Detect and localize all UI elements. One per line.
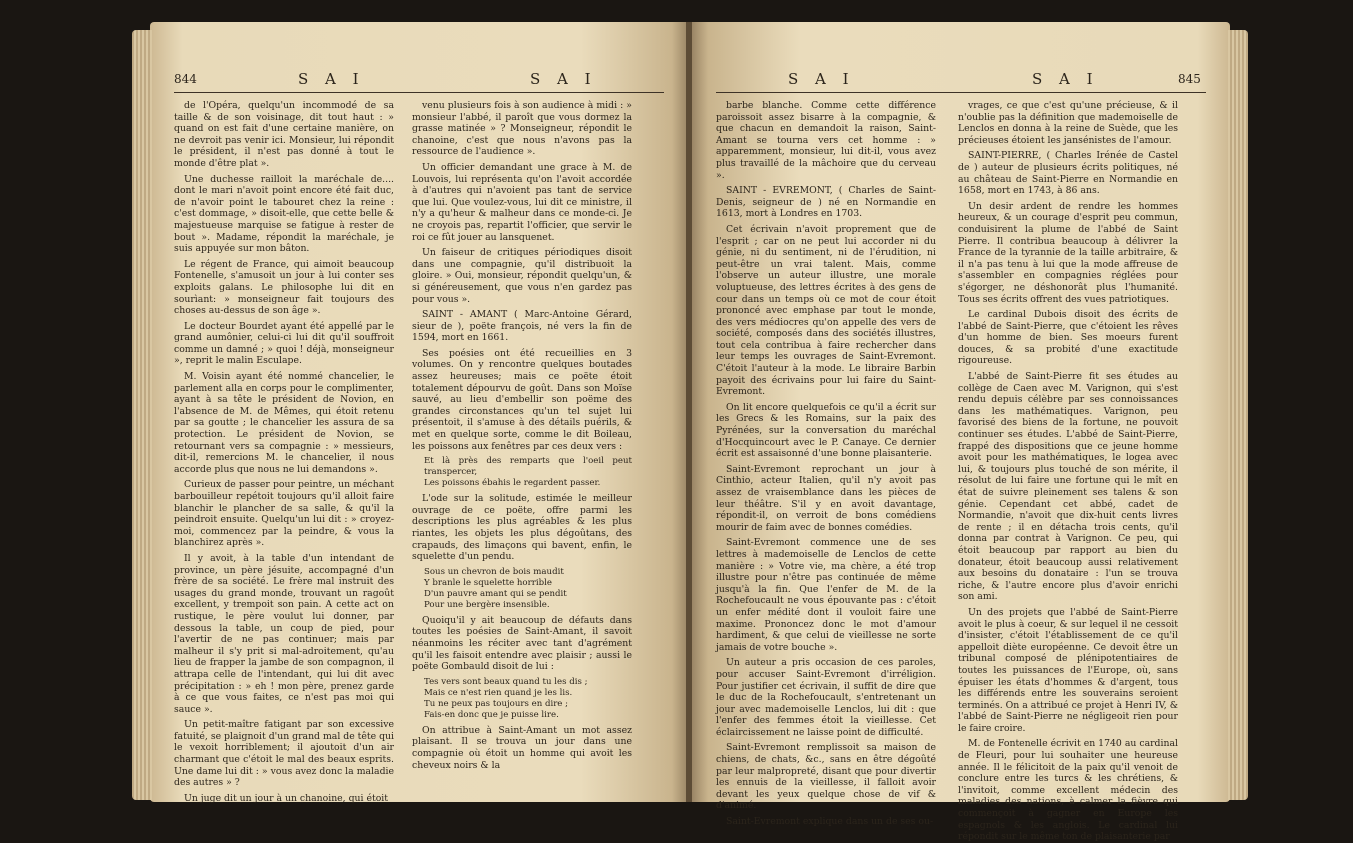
paragraph: Un juge dit un jour à un chanoine, qui étoit	[184, 792, 389, 804]
paragraph: Saint-Evremont reprochant un jour à Cinthio, acteur Italien, qu'il n'y avoit pas assez de vraisemblance dans les pièces de leur théâtre. S'il y en avoit davantage, répondit-il, on verroit de bons comédiens mourir de faim avec de bonnes comédies.	[716, 463, 936, 533]
verse-line: Pour une bergère insensible.	[424, 599, 550, 610]
paragraph: Saint-Evremont commence une de ses lettres à mademoiselle de Lenclos de cette manière : » Votre vie, ma chère, a été trop illustre pour n'être pas continuée de même jusqu'à la fin. Que l'enfer de M. de la Rochefoucault ne vous épouvante pas : c'étoit un enfer médité dont il vouloit faire une maxime. Prononcez donc le mot d'amour hardiment, & que celui de vieillesse ne sorte jamais de votre bouche ».	[716, 537, 936, 653]
paragraph: Curieux de passer pour peintre, un méchant barbouilleur repétoit toujours qu'il alloit faire blanchir le plancher de sa salle, & qu'il la peindroit ensuite. Quelqu'un lui dit : » croyez-moi, commencez par la peindre, & vous la blanchirez après ».	[174, 479, 394, 549]
right-page-edges	[1228, 30, 1248, 800]
running-head-left-a: S A I	[298, 70, 365, 88]
paragraph: Quoiqu'il y ait beaucoup de défauts dans toutes les poésies de Saint-Amant, il savoit néanmoins les réciter avec tant d'agrément qu'il les faisoit entendre avec plaisir ; aussi le poëte Gombauld disoit de lui :	[412, 614, 632, 673]
verse-line: D'un pauvre amant qui se pendit	[424, 588, 567, 599]
entry-heading-saint-amant: SAINT - AMANT ( Marc-Antoine Gérard, sieur de ), poëte françois, né vers la fin de 1594, mort en 1661.	[412, 309, 632, 344]
right-page-column-2	[958, 100, 1178, 843]
running-head-right-a: S A I	[788, 70, 855, 88]
paragraph: On lit encore quelquefois ce qu'il a écrit sur les Grecs & les Romains, sur la paix des Pyrénées, sur la conversation du maréchal d'Hocquincourt avec le P. Canaye. Ce dernier écrit est assaisonné d'une bonne plaisanterie.	[716, 401, 936, 460]
verse-quote	[424, 677, 632, 721]
verse-line: Les poissons ébahis le regardent passer.	[424, 478, 601, 489]
paragraph: Le régent de France, qui aimoit beaucoup Fontenelle, s'amusoit un jour à lui conter ses exploits galans. Le philosophe lui dit en sourìant: » monseigneur fait toujours des choses au-dessus de son âge ».	[174, 258, 394, 317]
verse-line: Mais ce n'est rien quand je les lis.	[424, 687, 573, 698]
open-book	[150, 22, 1230, 843]
header-rule-right	[716, 92, 1206, 93]
paragraph: Un des projets que l'abbé de Saint-Pierre avoit le plus à coeur, & sur lequel il ne cessoit d'insister, c'étoit l'établissement de ce qu'il appelloit diète européenne. Ce devoit être un tribunal composé de plénipotentiaires de toutes les puissances de l'Europe, où, sans épuiser les états d'hommes & d'argent, tous les différends entre les souverains seroient terminés. On a attribué ce projet à Henri IV, & l'abbé de Saint-Pierre ne négligeoit rien pour le faire croire.	[958, 606, 1178, 734]
paragraph: M. Voisin ayant été nommé chancelier, le parlement alla en corps pour le complimenter, ayant à sa tête le président de Novion, en l'absence de M. de Mêmes, qui étoit retenu par sa goutte ; le chancelier les assura de sa protection. Le président de Novion, se retournant vers sa compagnie : » messieurs, dit-il, remercions M. le chancelier, il nous accorde plus que nous ne lui demandons ».	[174, 371, 394, 475]
paragraph: Il y avoit, à la table d'un intendant de province, un père jésuite, accompagné d'un frère de sa société. Le frère mal instruit des usages du grand monde, trouvant un ragoût excellent, y trempoit son pain. A cette act on rustique, le père voulut lui donner, par dessous la table, un coup de pied, pour l'avertir de ne pas continuer; mais par malheur il s'y prit si mal-adroitement, qu'au lieu de frapper la jambe de son compagnon, il attrapa celle de l'intendant, qui lui dit avec précipitation : » eh ! mon père, prenez garde à ce que vous faites, ce n'est pas moi qui sauce ».	[174, 552, 394, 715]
left-page-edges	[132, 30, 152, 800]
paragraph: Le cardinal Dubois disoit des écrits de l'abbé de Saint-Pierre, que c'étoient les rêves d'un homme de bien. Ses moeurs furent douces, & sa probité d'une exactitude rigoureuse.	[958, 309, 1178, 367]
right-page	[692, 22, 1230, 843]
paragraph: L'ode sur la solitude, estimée le meilleur ouvrage de ce poëte, offre parmi les descriptions les plus agréables & les plus riantes, les objets les plus dégoûtans, des crapauds, des limaçons qui bavent, enfin, le squelette d'un pendu.	[412, 493, 632, 563]
entry-heading-saint-evremont: SAINT - EVREMONT, ( Charles de Saint-Denis, seigneur de ) né en Normandie en 1613, mort à Londres en 1703.	[716, 185, 936, 220]
paragraph: Une duchesse railloit la maréchale de.... dont le mari n'avoit point encore été fait duc, de n'avoir point le tabouret chez la reine : c'est dommage, » disoit-elle, que cette belle & majestueuse marquise se fatigue à rester de bout ». Madame, répondit la maréchale, je suis appuyée sur mon bâton.	[174, 173, 394, 255]
verse-line: Tu ne peux pas toujours en dire ;	[424, 698, 569, 709]
paragraph: venu plusieurs fois à son audience à midi : » monsieur l'abbé, il paroît que vous dormez la grasse matinée » ? Monseigneur, répondit le chanoine, c'est que nous n'avons pas la ressource de l'audience ».	[412, 100, 632, 158]
running-head-right-b: S A I	[1032, 70, 1099, 88]
left-page	[150, 22, 688, 802]
paragraph: Saint-Evremont remplissoit sa maison de chiens, de chats, &c., sans en être dégoûté par leur malpropreté, disant que pour divertir les ennuis de la vieillesse, il falloit avoir devant les yeux quelque chose de vif & d'animé.	[716, 742, 936, 812]
running-head-left-b: S A I	[530, 70, 597, 88]
verse-line: Fais-en donc que je puisse lire.	[424, 709, 559, 720]
verse-quote	[424, 456, 632, 489]
verse-quote	[424, 567, 632, 611]
paragraph: Le docteur Bourdet ayant été appellé par le grand aumônier, celui-ci lui dit qu'il souffroit comme un damné ; » quoi ! déjà, monseigneur », reprit le malin Esculape.	[174, 320, 394, 367]
paragraph: M. de Fontenelle écrivit en 1740 au cardinal de Fleuri, pour lui souhaiter une heureuse année. Il le félicitoit de la paix qu'il venoit de conclure entre les turcs & les chrétiens, & l'invitoit, comme excellent médecin des maladies des nations, à calmer la fièvre qui commençoit à gagner en Europe les espagnols & les anglois. Le cardinal lui répondit sur le même ton de plaisanterie par	[958, 738, 1178, 843]
paragraph: Un auteur a pris occasion de ces paroles, pour accuser Saint-Evremont d'irréligion. Pour justifier cet écrivain, il suffit de dire que le duc de la Rochefoucault, s'entretenant un jour avec mademoiselle Lenclos, lui dit : que l'enfer des femmes étoit la vieillesse. Cet éclaircissement ne laisse point de difficulté.	[716, 657, 936, 738]
left-page-column-1	[174, 100, 395, 804]
left-page-column-2	[412, 100, 632, 790]
paragraph: On attribue à Saint-Amant un mot assez plaisant. Il se trouva un jour dans une compagnie où étoit un homme qui avoit les cheveux noirs & la	[412, 724, 632, 771]
page-number-right: 845	[1178, 72, 1201, 86]
right-page-column-1	[716, 100, 936, 828]
header-rule-left	[174, 92, 664, 93]
paragraph: Un petit-maître fatigant par son excessive fatuité, se plaignoit d'un grand mal de tête qui le vexoit horriblement; il ajoutoit d'un air charmant que c'étoit le mal des beaux esprits. Une dame lui dit : » vous avez donc la maladie des autres » ?	[174, 719, 395, 789]
paragraph: Ses poésies ont été recueillies en 3 volumes. On y rencontre quelques boutades assez heureuses; mais ce poëte étoit totalement dépourvu de goût. Dans son Moïse sauvé, au lieu d'embellir son poëme des grandes circonstances qu'un tel sujet lui présentoit, il s'amuse à des détails puérils, & met en quelque sorte, comme le dit Boileau, les poissons aux fenêtres par ces deux vers :	[412, 347, 632, 452]
verse-line: Et là près des remparts que l'oeil peut transpercer,	[424, 456, 632, 478]
paragraph: L'abbé de Saint-Pierre fit ses études au collège de Caen avec M. Varignon, qui s'est rendu depuis célèbre par ses connoissances dans les mathématiques. Varignon, peu favorisé des biens de la fortune, ne pouvoit continuer ses études. L'abbé de Saint-Pierre, frappé des dispositions que ce jeune homme avoit pour les mathématiques, le logea avec lui, & toujours plus touché de son mérite, il résolut de lui faire une fortune qui le mît en état de suivre pleinement ses talens & son génie. Cependant cet abbé, cadet de Normandie, n'avoit que dix-huit cents livres de rente ; il en détacha trois cents, qu'il donna par contrat à Varignon. Ce peu, qui étoit beaucoup par rapport au bien du donateur, étoit beaucoup aussi relativement aux besoins du donataire : l'un se trouva riche, & l'autre encore plus d'avoir enrichi son ami.	[958, 371, 1178, 603]
paragraph: Cet écrivain n'avoit proprement que de l'esprit ; car on ne peut lui accorder ni du génie, ni du sentiment, ni de l'érudition, ni peut-être un vrai talent. Mais, comme l'observe un auteur illustre, une morale voluptueuse, des lettres écrites à des gens de cour dans un temps où ce mot de cour étoit prononcé avec emphase par tout le monde, des vers médiocres qu'on appelle des vers de société, composés dans des sociétés illustres, tout cela contribua à faire rechercher dans leur temps les ouvrages de Saint-Evremont. C'étoit l'auteur à la mode. Le libraire Barbin payoit des écrivains pour lui faire du Saint-Evremont.	[716, 223, 936, 398]
entry-heading-saint-pierre: SAINT-PIERRE, ( Charles Irénée de Castel de ) auteur de plusieurs écrits politiques, né au château de Saint-Pierre en Normandie en 1658, mort en 1743, à 86 ans.	[958, 150, 1178, 197]
paragraph: de l'Opéra, quelqu'un incommodé de sa taille & de son voisinage, dit tout haut : » quand on est fait d'une certaine manière, on ne devroit pas venir ici. Monsieur, lui répondit le président, il n'est pas donné à tout le monde d'être plat ».	[174, 100, 394, 169]
paragraph: Saint-Evremont explique dans un de ses ou-	[726, 816, 934, 828]
paragraph: Un faiseur de critiques périodiques disoit dans une compagnie, qu'il distribuoit la gloire. » Oui, monsieur, répondit quelqu'un, & si généreusement, que vous n'en gardez pas pour vous ».	[412, 247, 632, 305]
paragraph: Un desir ardent de rendre les hommes heureux, & un courage d'esprit peu commun, conduisirent la plume de l'abbé de Saint Pierre. Il contribua beaucoup à délivrer la France de la tyrannie de la taille arbitraire, & il n'a pas tenu à lui que la mode affreuse de s'assembler en compagnies réglées pour s'égorger, ne déshonorât plus l'humanité. Tous ses écrits offrent des vues patriotiques.	[958, 200, 1178, 305]
verse-line: Y branle le squelette horrible	[424, 577, 552, 588]
paragraph: barbe blanche. Comme cette différence paroissoit assez bisarre à la compagnie, & que chacun en demandoit la raison, Saint-Amant se tourna vers cet homme : » apparemment, monsieur, lui dit-il, vous avez plus travaillé de la mâchoire que du cerveau ».	[716, 100, 936, 181]
verse-line: Tes vers sont beaux quand tu les dis ;	[424, 676, 588, 687]
paragraph: Un officier demandant une grace à M. de Louvois, lui représenta qu'on l'avoit accordée à d'autres qui n'avoient pas tant de service que lui. Que voulez-vous, lui dit ce ministre, il n'y a qu'heur & malheur dans ce monde-ci. Je ne croyois pas, repartit l'officier, que servir le roi ce fût jouer au lansquenet.	[412, 161, 632, 243]
verse-line: Sous un chevron de bois maudit	[424, 566, 564, 577]
page-number-left: 844	[174, 72, 197, 86]
paragraph: vrages, ce que c'est qu'une précieuse, & il n'oublie pas la définition que mademoiselle de Lenclos en donna à la reine de Suède, que les précieuses étoient les jansénistes de l'amour.	[958, 100, 1178, 146]
